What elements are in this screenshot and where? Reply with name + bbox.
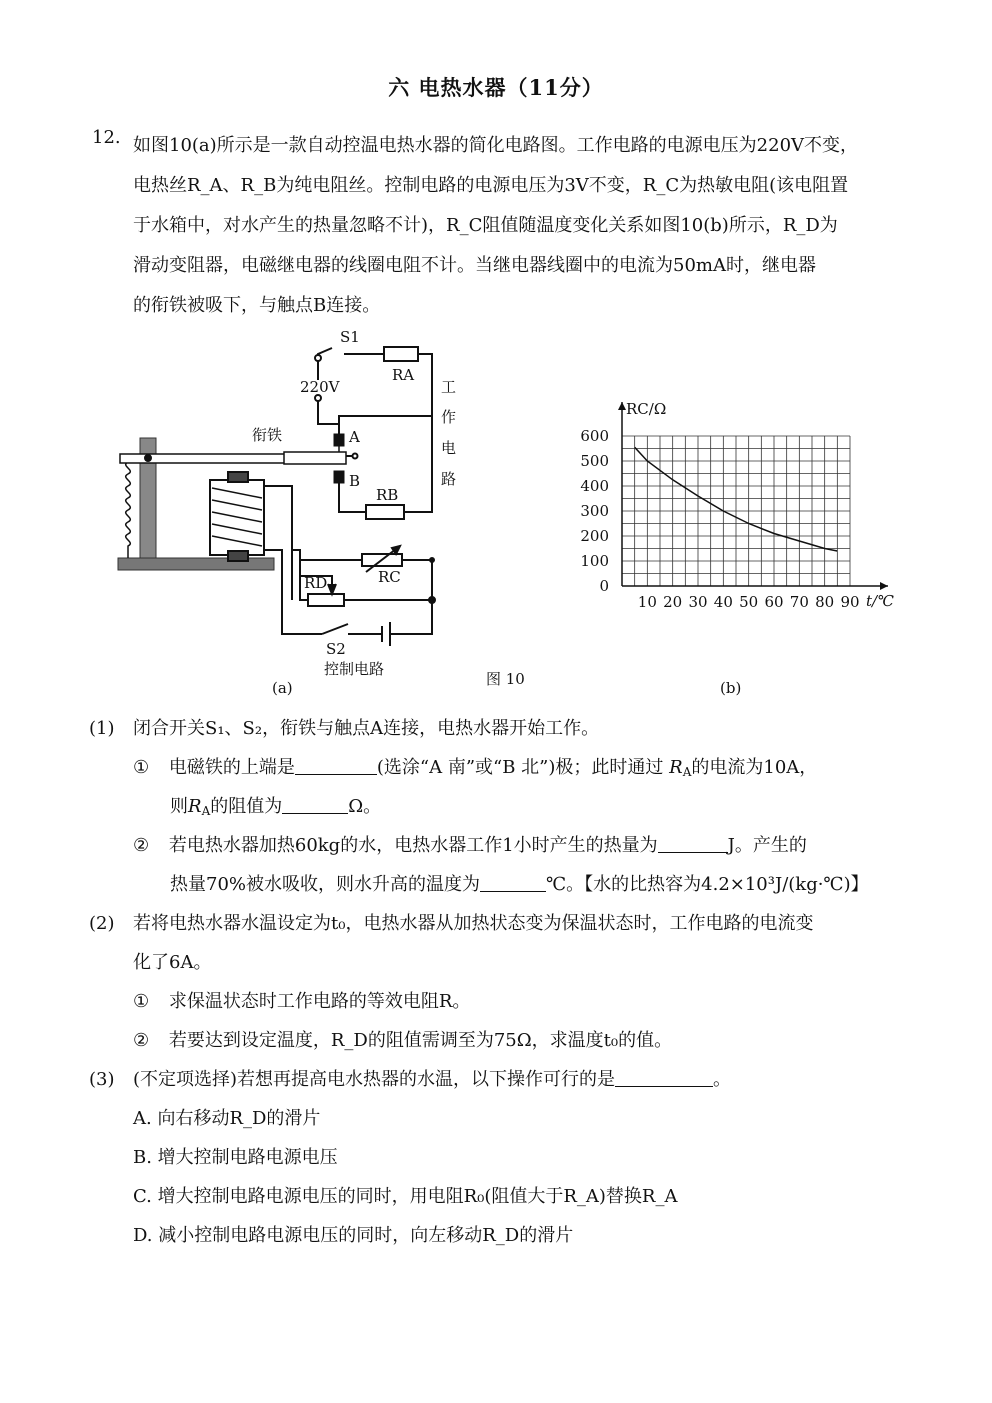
- label-ra: RA: [392, 366, 415, 384]
- chart-y-label: RC/Ω: [626, 400, 667, 418]
- q1a-part-3: 的电流为10A，: [691, 757, 818, 778]
- option-d[interactable]: D. 减小控制电路电源电压的同时，向左移动R_D的滑片: [133, 1225, 574, 1246]
- q3-head: (3): [89, 1069, 115, 1090]
- x-tick-label: 80: [815, 593, 835, 611]
- figure-svg: [0, 320, 992, 710]
- y-tick-label: 100: [580, 552, 609, 570]
- q1a-line-1: [133, 758, 817, 782]
- label-220v: 220V: [300, 378, 340, 396]
- figure-caption: 图 10: [486, 670, 525, 688]
- y-tick-label: 400: [580, 477, 609, 495]
- q1a-line-2: [170, 797, 381, 821]
- y-tick-label: 200: [580, 527, 609, 545]
- blank-heat[interactable]: [658, 836, 728, 853]
- option-b[interactable]: B. 增大控制电路电源电压: [133, 1147, 338, 1168]
- intro-line-5: 的衔铁被吸下，与触点B连接。: [133, 295, 381, 316]
- section-title: 六 电热水器（11分）: [388, 75, 604, 100]
- q1b-part-4: ℃。【水的比热容为4.2×10³J/(kg·℃)】: [546, 874, 869, 895]
- q1b-line-1: [133, 836, 807, 856]
- label-work-3: 电: [441, 439, 457, 457]
- intro-line-3: 于水箱中，对水产生的热量忽略不计)，R_C阻值随温度变化关系如图10(b)所示，R_D为: [133, 215, 838, 236]
- label-contact-b: B: [349, 472, 361, 490]
- q1a-ra: $R_A$: [669, 757, 692, 779]
- y-tick-label: 0: [599, 577, 609, 595]
- q2-text-1: 若将电热水器水温设定为t₀，电热水器从加热状态变为保温状态时，工作电路的电流变: [133, 913, 814, 934]
- y-tick-label: 300: [580, 502, 609, 520]
- chart-axes: [618, 402, 888, 590]
- q1-text: 闭合开关S₁、S₂，衔铁与触点A连接，电热水器开始工作。: [133, 718, 600, 739]
- q1b-part-2: J。产生的: [727, 835, 807, 856]
- q2b-line: [133, 1031, 672, 1051]
- q2b-text: 若要达到设定温度，R_D的阻值需调至为75Ω，求温度t₀的值。: [168, 1030, 673, 1051]
- q2-text-2: 化了6A。: [133, 952, 212, 973]
- x-tick-label: 90: [840, 593, 860, 611]
- question-number: 12.: [92, 127, 121, 148]
- intro-line-1: 如图10(a)所示是一款自动控温电热水器的简化电路图。工作电路的电源电压为220V不变，: [133, 135, 859, 156]
- question-intro: [133, 126, 908, 326]
- blank-pole[interactable]: [295, 758, 377, 775]
- y-tick-label: 500: [580, 452, 609, 470]
- x-tick-label: 50: [739, 593, 759, 611]
- x-tick-label: 30: [688, 593, 708, 611]
- label-work-4: 路: [441, 470, 457, 488]
- option-c[interactable]: C. 增大控制电路电源电压的同时，用电阻R₀(阻值大于R_A)替换R_A: [133, 1186, 678, 1207]
- chart-grid: [622, 436, 850, 586]
- rc-temperature-chart: [580, 400, 894, 611]
- label-fig-b: (b): [720, 679, 742, 697]
- q1b-line-2: [170, 875, 869, 895]
- q1a-part-2: (选涂“A 南”或“B 北”)极；此时通过: [376, 757, 664, 778]
- label-work-1: 工: [441, 378, 457, 396]
- label-work-2: 作: [441, 408, 457, 426]
- q1b-part-3: 热量70%被水吸收，则水升高的温度为: [170, 874, 481, 895]
- q2a-circle: ①: [133, 991, 150, 1012]
- q1a-part-1: 电磁铁的上端是: [168, 757, 295, 778]
- q1a-part-4: 则: [170, 796, 188, 817]
- intro-line-4: 滑动变阻器，电磁继电器的线圈电阻不计。当继电器线圈中的电流为50mA时，继电器: [133, 255, 816, 276]
- q1a-ra-2: $R_A$: [188, 796, 211, 818]
- chart-x-label: t/℃: [866, 592, 894, 610]
- x-tick-label: 60: [764, 593, 784, 611]
- option-a[interactable]: A. 向右移动R_D的滑片: [133, 1108, 321, 1129]
- q2a-line: [133, 992, 470, 1012]
- q2b-circle: ②: [133, 1030, 150, 1051]
- label-armature: 衔铁: [252, 426, 283, 444]
- y-tick-label: 600: [580, 427, 609, 445]
- q1a-part-6: Ω。: [348, 796, 382, 817]
- label-fig-a: (a): [272, 679, 293, 697]
- x-tick-label: 70: [789, 593, 809, 611]
- label-rd: RD: [304, 574, 328, 592]
- q1a-circle: ①: [133, 757, 150, 778]
- q1b-part-1: 若电热水器加热60kg的水，电热水器工作1小时产生的热量为: [168, 835, 658, 856]
- q2-head: (2): [89, 913, 115, 934]
- blank-q3-answer[interactable]: [615, 1070, 713, 1087]
- q1b-circle: ②: [133, 835, 150, 856]
- x-tick-label: 40: [713, 593, 733, 611]
- y-axis-arrow: [618, 402, 626, 410]
- q3-line: [133, 1070, 731, 1090]
- figure-10: [0, 320, 992, 710]
- intro-line-2: 电热丝R_A、R_B为纯电阻丝。控制电路的电源电压为3V不变，R_C为热敏电阻(该电阻置: [133, 175, 849, 196]
- label-control-circuit: 控制电路: [324, 660, 385, 678]
- q3-end: 。: [713, 1069, 732, 1090]
- q1-head: (1): [89, 718, 115, 739]
- x-tick-label: 10: [637, 593, 657, 611]
- label-contact-a: A: [349, 428, 360, 446]
- label-rb: RB: [376, 486, 399, 504]
- label-s2: S2: [326, 640, 346, 658]
- label-s1: S1: [340, 328, 360, 346]
- q2a-text: 求保温状态时工作电路的等效电阻R。: [168, 991, 471, 1012]
- circuit-labels: [252, 328, 741, 697]
- q3-text: (不定项选择)若想再提高电水热器的水温，以下操作可行的是: [133, 1069, 616, 1090]
- blank-ra-value[interactable]: [282, 797, 348, 814]
- label-rc: RC: [378, 568, 401, 586]
- q1a-part-5: 的阻值为: [210, 796, 283, 817]
- x-tick-label: 20: [663, 593, 683, 611]
- blank-temp-rise[interactable]: [480, 875, 546, 892]
- x-axis-arrow: [880, 582, 888, 590]
